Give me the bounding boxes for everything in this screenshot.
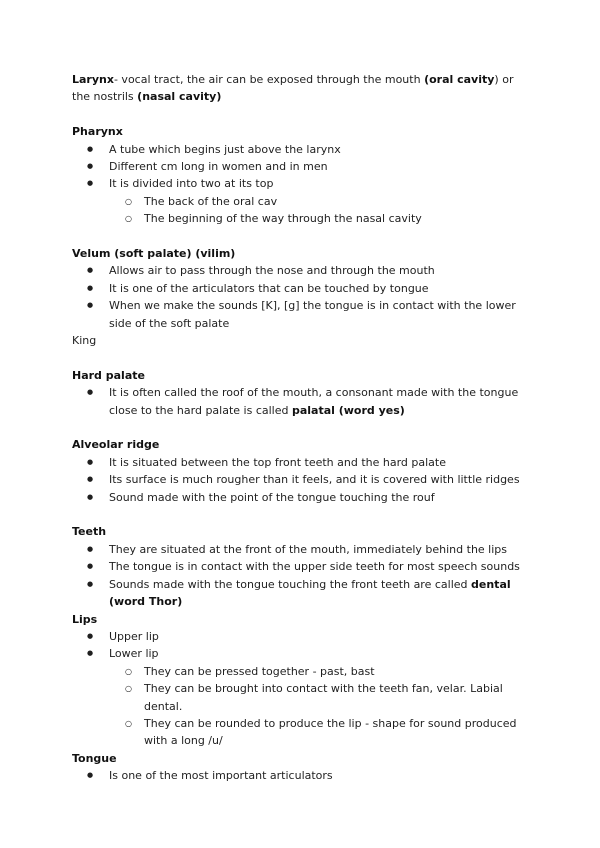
list-item: ● Different cm long in women and in men: [72, 158, 532, 175]
list-item: ● It is situated between the top front teeth and the hard palate: [72, 454, 532, 471]
list-item: ● A tube which begins just above the larynx: [72, 141, 532, 158]
intro-text-a: - vocal tract, the air can be exposed through the mouth: [113, 73, 425, 86]
sub-list-item: ○ They can be brought into contact with the teeth fan, velar. Labial dental.: [72, 680, 532, 715]
intro-paragraph: [72, 71, 532, 106]
list-item: ● Sound made with the point of the tongue touching the rouf: [72, 489, 532, 506]
pharynx-heading: Pharynx: [72, 125, 123, 139]
oral-cavity-term: (oral cavity: [424, 73, 495, 86]
hard-palate-text: It is often called the roof of the mouth, a consonant made with the tongue close to the hard palate is called: [109, 386, 519, 417]
sub-list-item: ○ The beginning of the way through the nasal cavity: [72, 210, 532, 227]
list-item: ● They are situated at the front of the mouth, immediately behind the lips: [72, 541, 532, 558]
velum-list: [72, 262, 532, 332]
teeth-heading: Teeth: [72, 525, 107, 539]
hard-palate-heading: Hard palate: [72, 368, 145, 382]
larynx-term: Larynx: [72, 73, 114, 86]
teeth-list: [72, 541, 532, 611]
document-page: [72, 71, 532, 785]
list-item: ● It is one of the articulators that can be touched by tongue: [72, 280, 532, 297]
list-item: ● Allows air to pass through the nose and through the mouth: [72, 262, 532, 279]
list-item: ● Its surface is much rougher than it feels, and it is covered with little ridges: [72, 471, 532, 488]
lips-sublist: [72, 663, 532, 750]
list-item: ● Lower lip: [72, 645, 532, 662]
list-item: [72, 384, 532, 419]
lips-heading: Lips: [72, 612, 98, 626]
tongue-heading: Tongue: [72, 751, 117, 765]
list-item: ● It is divided into two at its top: [72, 175, 532, 192]
list-item: ● Upper lip: [72, 628, 532, 645]
sub-list-item: ○ They can be pressed together - past, bast: [72, 663, 532, 680]
list-item: ● When we make the sounds [K], [g] the tongue is in contact with the lower side of the soft palate: [72, 297, 532, 332]
list-item: [72, 576, 532, 611]
alveolar-heading: Alveolar ridge: [72, 438, 160, 452]
list-item: ● Is one of the most important articulators: [72, 767, 532, 784]
intro-text-b: ) or the nostrils: [72, 73, 514, 104]
velum-heading: Velum (soft palate) (vilim): [72, 247, 236, 261]
nasal-cavity-term: (nasal cavity): [137, 90, 222, 104]
alveolar-list: [72, 454, 532, 506]
velum-note: King: [72, 334, 97, 348]
pharynx-sublist: [72, 193, 532, 228]
palatal-term: palatal (word yes): [291, 403, 405, 417]
lips-list: [72, 628, 532, 663]
sub-list-item: ○ The back of the oral cav: [72, 193, 532, 210]
teeth-item3-text: Sounds made with the tongue touching the front teeth are called: [109, 577, 472, 591]
sub-list-item: ○ They can be rounded to produce the lip - shape for sound produced with a long /u/: [72, 715, 532, 750]
list-item: ● The tongue is in contact with the upper side teeth for most speech sounds: [72, 558, 532, 575]
dental-term: dental (word Thor): [109, 577, 511, 609]
tongue-list: [72, 767, 532, 784]
pharynx-list: [72, 141, 532, 193]
hard-palate-list: [72, 384, 532, 419]
